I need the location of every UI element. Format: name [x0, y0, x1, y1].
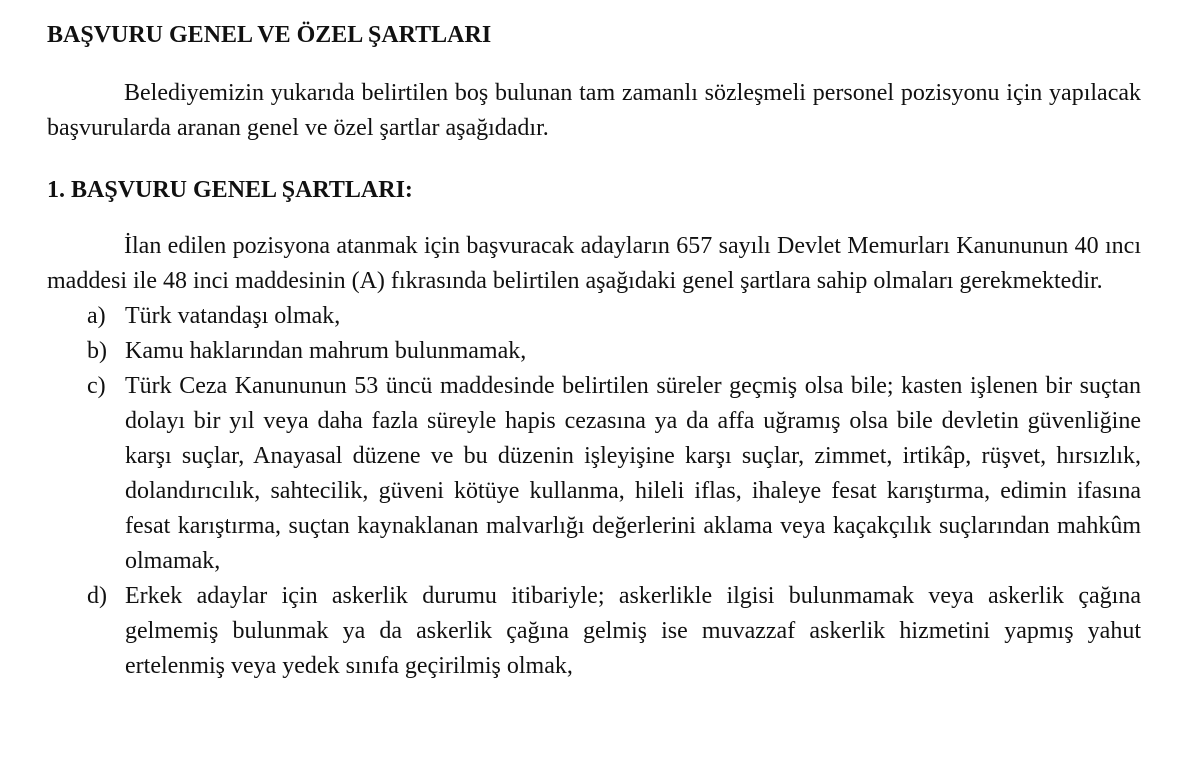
list-item-text: Türk vatandaşı olmak,: [125, 303, 341, 329]
section-1-title: 1. BAŞVURU GENEL ŞARTLARI:: [47, 177, 413, 203]
list-item-text: Erkek adaylar için askerlik durumu itibariyle; askerlikle ilgisi bulunmamak veya askerlik çağına gelmemiş bulunmak ya da askerlik çağına gelmiş ise muvazzaf askerlik hizmetini yapmış yahut ertelenmiş veya yedek sınıfa geçirilmiş olmak,: [125, 583, 1141, 679]
intro-paragraph: Belediyemizin yukarıda belirtilen boş bulunan tam zamanlı sözleşmeli personel pozisyonu için yapılacak başvurularda aranan genel ve özel şartlar aşağıdadır.: [47, 80, 1141, 141]
list-item-text: Kamu haklarından mahrum bulunmamak,: [125, 338, 527, 364]
list-item: [47, 369, 1141, 579]
list-marker: b): [87, 338, 107, 364]
list-marker: d): [87, 583, 107, 609]
list-item: [47, 334, 1141, 369]
requirements-list: [47, 299, 1141, 684]
main-title: BAŞVURU GENEL VE ÖZEL ŞARTLARI: [47, 22, 492, 48]
list-marker: c): [87, 373, 106, 399]
document-page: [47, 18, 1141, 684]
section-1-paragraph: İlan edilen pozisyona atanmak için başvuracak adayların 657 sayılı Devlet Memurları Kanununun 40 ıncı maddesi ile 48 inci maddesinin (A) fıkrasında belirtilen aşağıdaki genel şartlara sahip olmaları gerekmektedir.: [47, 233, 1141, 294]
list-item: [47, 579, 1141, 684]
list-item-text: Türk Ceza Kanununun 53 üncü maddesinde belirtilen süreler geçmiş olsa bile; kasten işlenen bir suçtan dolayı bir yıl veya daha fazla süreyle hapis cezasına ya da affa uğramış olsa bile devletin güvenliğine karşı suçlar, Anayasal düzene ve bu düzenin işleyişine karşı suçlar, zimmet, irtikâp, rüşvet, hırsızlık, dolandırıcılık, sahtecilik, güveni kötüye kullanma, hileli iflas, ihaleye fesat karıştırma, edimin ifasına fesat karıştırma, suçtan kaynaklanan malvarlığı değerlerini aklama veya kaçakçılık suçlarından mahkûm olmamak,: [125, 373, 1141, 574]
list-marker: a): [87, 303, 106, 329]
list-item: [47, 299, 1141, 334]
